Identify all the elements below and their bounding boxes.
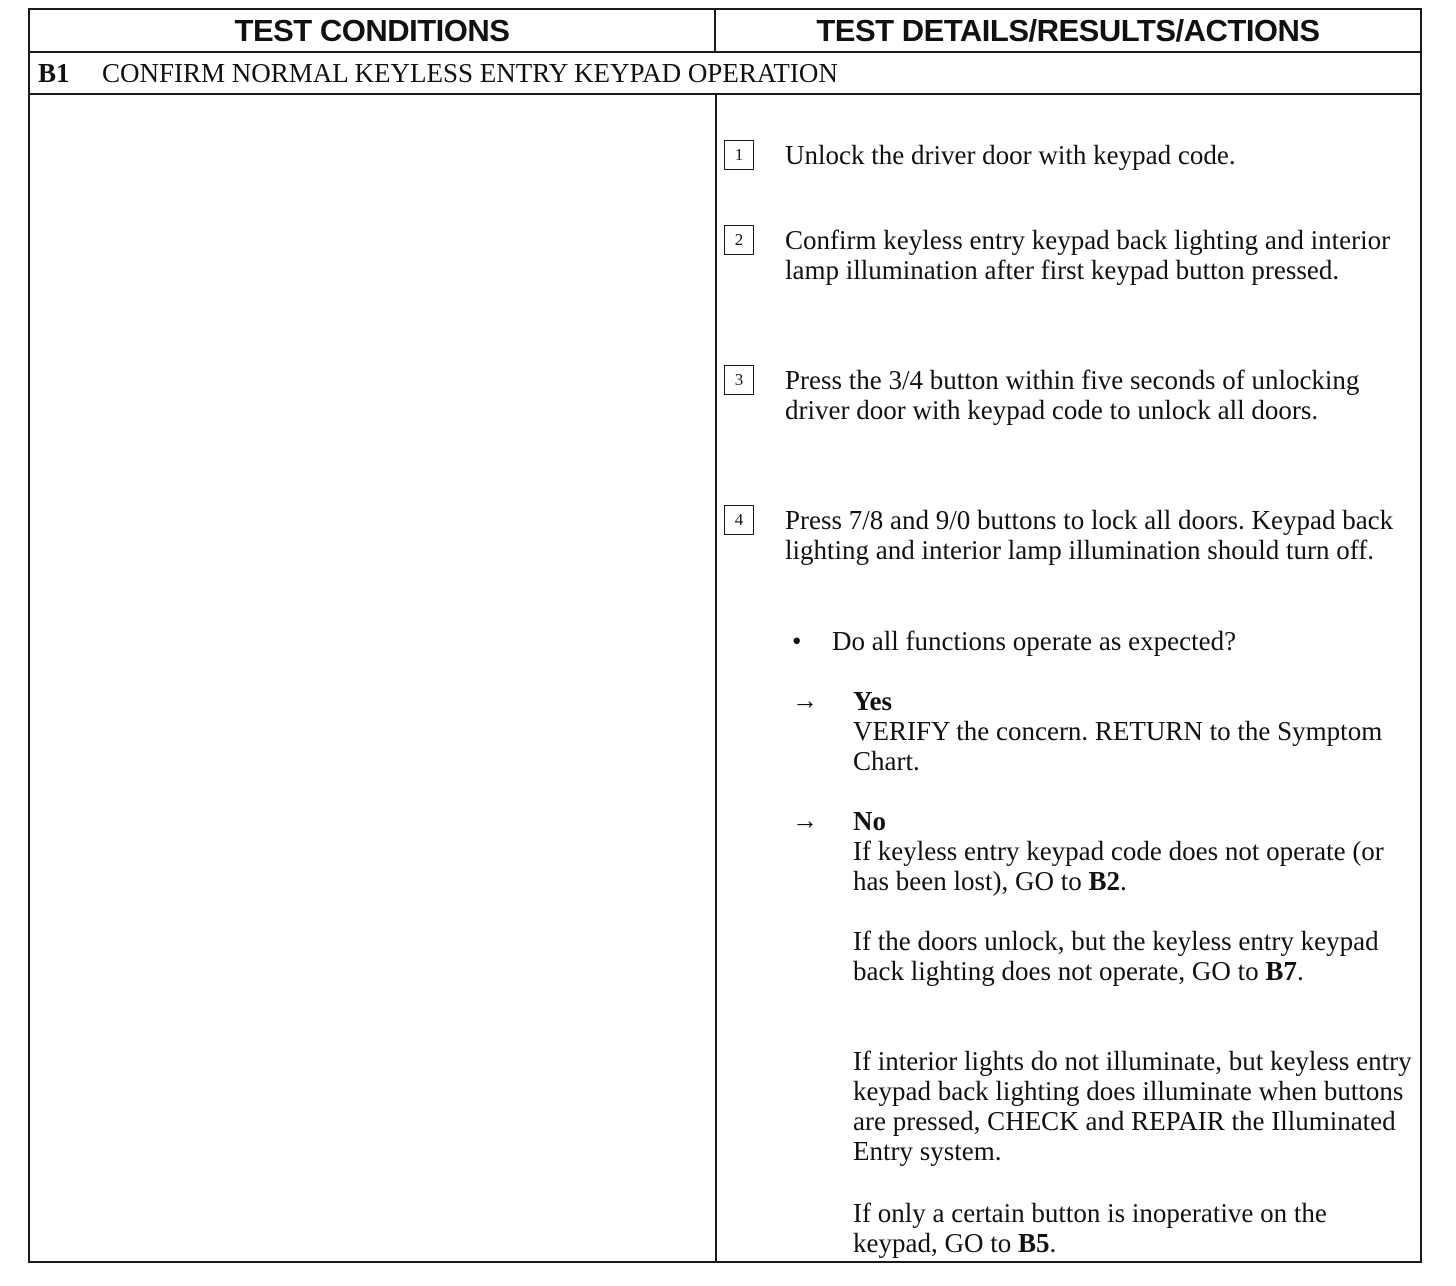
step-code: B1 <box>38 57 70 88</box>
arrow-no-icon: → <box>792 806 818 835</box>
no-action-1: If keyless entry keypad code does not operate (or has been lost), GO to B2. <box>853 836 1384 896</box>
substep-3-number: 3 <box>724 365 754 395</box>
question-text: Do all functions operate as expected? <box>832 626 1237 656</box>
substep-4-text: Press 7/8 and 9/0 buttons to lock all doors. Keypad back lighting and interior lamp illumination should turn off. <box>785 505 1394 565</box>
substep-2-number: 2 <box>724 225 754 255</box>
bullet-icon: • <box>792 626 802 656</box>
step-title-row <box>30 53 1420 95</box>
step-title: CONFIRM NORMAL KEYLESS ENTRY KEYPAD OPERATION <box>102 57 838 88</box>
no-action-2: If the doors unlock, but the keyless entry keypad back lighting does not operate, GO to B7. <box>853 926 1379 986</box>
yes-block <box>853 686 1418 776</box>
yes-label: Yes <box>853 686 892 716</box>
arrow-yes-icon: → <box>792 686 818 715</box>
substep-3-text: Press the 3/4 button within five seconds of unlocking driver door with keypad code to unlock all doors. <box>785 365 1360 425</box>
column-divider <box>715 95 717 1261</box>
substep-1-text: Unlock the driver door with keypad code. <box>785 140 1236 170</box>
no-label: No <box>853 806 886 836</box>
no-block <box>853 806 1418 896</box>
substep-4-number: 4 <box>724 505 754 535</box>
substep-2-text: Confirm keyless entry keypad back lighting and interior lamp illumination after first keypad button pressed. <box>785 225 1391 285</box>
test-table <box>28 8 1422 1263</box>
header-test-conditions: TEST CONDITIONS <box>30 10 716 53</box>
no-action-4: If only a certain button is inoperative on the keypad, GO to B5. <box>853 1198 1327 1258</box>
yes-text: VERIFY the concern. RETURN to the Symptom Chart. <box>853 716 1383 776</box>
header-test-details: TEST DETAILS/RESULTS/ACTIONS <box>716 10 1420 53</box>
no-action-3: If interior lights do not illuminate, but keyless entry keypad back lighting does illuminate when buttons are pressed, CHECK and REPAIR the Illuminated Entry system. <box>853 1046 1412 1166</box>
substep-1-number: 1 <box>724 140 754 170</box>
